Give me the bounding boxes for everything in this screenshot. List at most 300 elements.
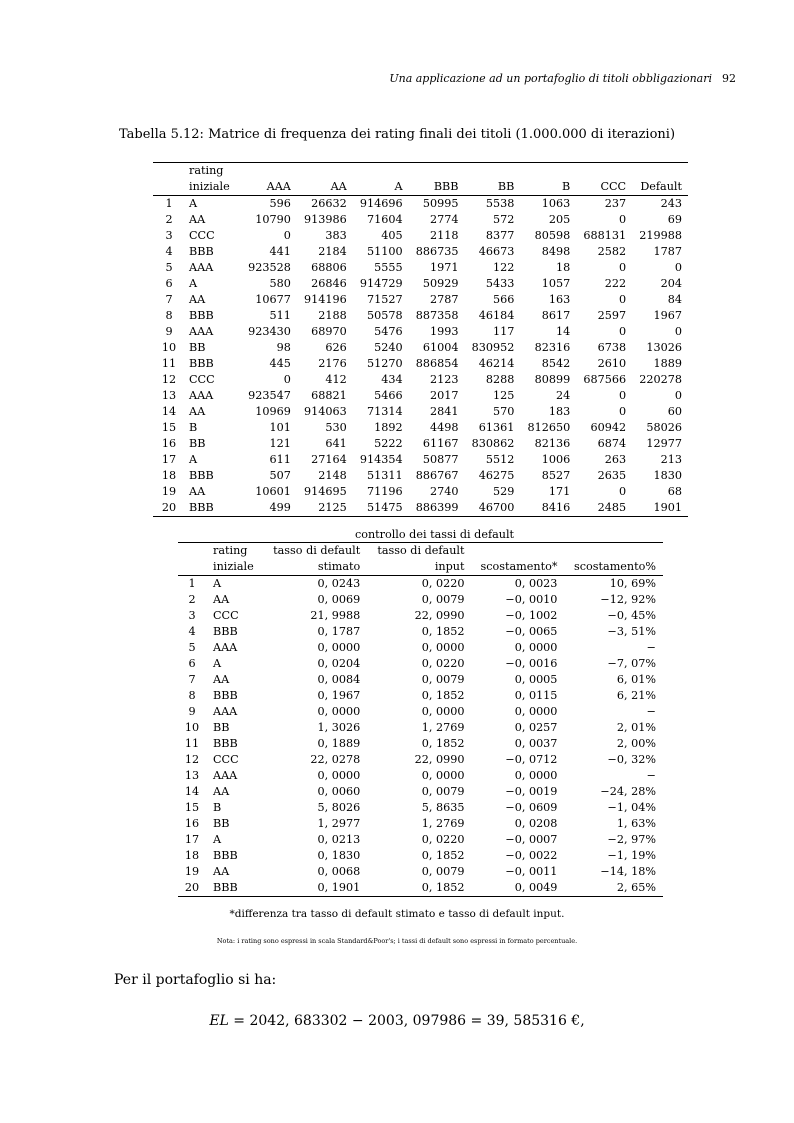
- column-header: B: [520, 179, 576, 196]
- cell-value: 117: [493, 325, 515, 338]
- cell-value: 8377: [485, 229, 515, 242]
- cell-scostamento-pct: −2, 97%: [607, 833, 656, 846]
- cell-value: 913986: [304, 213, 347, 226]
- cell-value: 122: [493, 261, 515, 274]
- cell-input: 0, 1852: [421, 737, 465, 750]
- cell-value: 125: [493, 389, 515, 402]
- cell-value: 2597: [597, 309, 627, 322]
- cell-value: 51475: [367, 501, 403, 514]
- cell-value: 0: [619, 405, 627, 418]
- row-rating: AAA: [213, 705, 238, 718]
- row-number: 19: [184, 865, 200, 878]
- cell-value: 2610: [597, 357, 627, 370]
- cell-value: 0: [283, 229, 291, 242]
- cell-scostamento-pct: −0, 32%: [607, 753, 656, 766]
- cell-value: 219988: [639, 229, 682, 242]
- cell-value: 5512: [485, 453, 515, 466]
- cell-value: 2184: [318, 245, 347, 258]
- row-number: 7: [165, 293, 173, 306]
- cell-value: 923528: [248, 261, 291, 274]
- column-header: BB: [465, 179, 521, 196]
- row-rating: A: [189, 277, 198, 290]
- cell-value: 213: [660, 453, 682, 466]
- column-header: CCC: [576, 179, 632, 196]
- table2-note: Nota: i rating sono espressi in scala Standard&Poor's; i tassi di default sono espressi in formato percentuale.: [216, 937, 578, 945]
- cell-scostamento-pct: −: [646, 769, 656, 782]
- cell-value: 914729: [359, 277, 403, 290]
- cell-value: 812650: [527, 421, 571, 434]
- cell-scostamento-pct: 2, 01%: [616, 721, 656, 734]
- cell-value: 499: [269, 501, 291, 514]
- row-rating: AA: [213, 593, 230, 606]
- row-rating: BBB: [213, 625, 238, 638]
- cell-input: 0, 0079: [421, 865, 465, 878]
- table-row: [153, 436, 688, 452]
- cell-value: 69: [667, 213, 682, 226]
- row-number: 2: [188, 593, 196, 606]
- cell-scostamento: 0, 0000: [514, 641, 558, 654]
- cell-value: 8617: [541, 309, 571, 322]
- row-number: 6: [188, 657, 196, 670]
- row-number: 14: [161, 405, 177, 418]
- cell-value: 5240: [374, 341, 403, 354]
- cell-input: 0, 0220: [421, 577, 465, 590]
- cell-value: 10790: [255, 213, 291, 226]
- cell-input: 22, 0990: [414, 753, 465, 766]
- cell-value: 886854: [415, 357, 459, 370]
- cell-stimato: 0, 0243: [317, 577, 361, 590]
- row-rating: BBB: [189, 469, 214, 482]
- cell-stimato: 0, 0068: [317, 865, 361, 878]
- table2-super-title: controllo dei tassi di default: [206, 528, 663, 543]
- cell-value: 46214: [478, 357, 515, 370]
- cell-input: 0, 1852: [421, 849, 465, 862]
- row-rating: BBB: [206, 880, 263, 897]
- cell-value: 183: [548, 405, 571, 418]
- cell-value: 71196: [367, 485, 403, 498]
- row-rating: BBB: [189, 357, 214, 370]
- cell-value: 8498: [541, 245, 571, 258]
- cell-value: 1967: [653, 309, 682, 322]
- cell-input: 0, 0079: [421, 593, 465, 606]
- cell-stimato: 0, 0000: [317, 769, 361, 782]
- cell-value: 914063: [304, 405, 347, 418]
- cell-scostamento: 0, 0257: [514, 721, 558, 734]
- row-rating: AA: [189, 405, 206, 418]
- cell-value: 46673: [478, 245, 515, 258]
- row-rating: A: [189, 453, 198, 466]
- cell-value: 441: [269, 245, 291, 258]
- cell-scostamento: 0, 0000: [514, 769, 558, 782]
- row-rating: BBB: [189, 501, 214, 514]
- table-row: [178, 800, 663, 816]
- cell-value: 27164: [311, 453, 347, 466]
- cell-value: 61004: [422, 341, 459, 354]
- row-number: 3: [165, 229, 173, 242]
- cell-input: 0, 1852: [421, 625, 465, 638]
- head2-rating-line1: rating: [213, 544, 248, 557]
- cell-scostamento-pct: −7, 07%: [607, 657, 656, 670]
- cell-value: 2582: [597, 245, 627, 258]
- cell-scostamento-pct: 1, 63%: [616, 817, 656, 830]
- cell-value: 101: [269, 421, 291, 434]
- cell-value: 10969: [255, 405, 291, 418]
- row-number: 4: [188, 625, 196, 638]
- row-rating: AA: [213, 673, 230, 686]
- cell-value: 1993: [430, 325, 459, 338]
- cell-value: 5222: [374, 437, 403, 450]
- table-row: [153, 388, 688, 404]
- cell-value: 596: [269, 197, 291, 210]
- cell-value: 886735: [415, 245, 459, 258]
- cell-input: 0, 0220: [421, 657, 465, 670]
- cell-value: 383: [325, 229, 347, 242]
- cell-value: 2774: [430, 213, 459, 226]
- cell-value: 0: [674, 325, 682, 338]
- cell-scostamento: 0, 0037: [514, 737, 558, 750]
- column-header: AA: [297, 179, 353, 196]
- cell-value: 50877: [422, 453, 459, 466]
- row-number: 11: [161, 357, 177, 370]
- cell-stimato: 0, 1967: [317, 689, 361, 702]
- cell-value: 26846: [311, 277, 347, 290]
- row-number: 8: [188, 689, 196, 702]
- cell-value: 688131: [583, 229, 627, 242]
- cell-value: 511: [269, 309, 291, 322]
- cell-value: 0: [619, 325, 627, 338]
- cell-scostamento: −0, 0010: [505, 593, 558, 606]
- cell-scostamento: −0, 0022: [505, 849, 558, 862]
- body-paragraph: Per il portafoglio si ha:: [114, 972, 277, 988]
- cell-stimato: 22, 0278: [310, 753, 361, 766]
- cell-value: 12977: [646, 437, 682, 450]
- table-row: [153, 324, 688, 340]
- cell-value: 886399: [415, 501, 459, 514]
- table-row: [178, 880, 663, 897]
- cell-stimato: 1, 2977: [317, 817, 361, 830]
- cell-value: 405: [381, 229, 403, 242]
- cell-value: 68821: [311, 389, 347, 402]
- cell-value: 50995: [422, 197, 459, 210]
- row-number: 2: [165, 213, 173, 226]
- row-number: 13: [184, 769, 200, 782]
- cell-value: 687566: [583, 373, 627, 386]
- row-rating: AAA: [213, 769, 238, 782]
- cell-value: 2125: [318, 501, 347, 514]
- cell-value: 61361: [478, 421, 515, 434]
- cell-value: 50578: [367, 309, 403, 322]
- row-number: 1: [165, 197, 173, 210]
- cell-value: 914696: [359, 197, 403, 210]
- table-row: [153, 372, 688, 388]
- cell-scostamento-pct: −: [646, 641, 656, 654]
- row-rating: AAA: [213, 641, 238, 654]
- cell-scostamento: 0, 0115: [514, 689, 558, 702]
- table-row: [178, 640, 663, 656]
- row-number: 15: [184, 801, 200, 814]
- table-row: [178, 576, 663, 593]
- row-rating: AAA: [189, 261, 214, 274]
- table1-caption: Tabella 5.12: Matrice di frequenza dei rating finali dei titoli (1.000.000 di iterazioni): [118, 127, 676, 142]
- cell-scostamento-pct: 2, 65%: [564, 880, 663, 897]
- cell-value: 566: [493, 293, 515, 306]
- cell-stimato: 21, 9988: [310, 609, 361, 622]
- cell-scostamento: −0, 0007: [505, 833, 558, 846]
- table-row: [178, 720, 663, 736]
- column-header: A: [353, 179, 409, 196]
- cell-value: 1971: [430, 261, 459, 274]
- row-number: 11: [184, 737, 200, 750]
- table-row: [178, 736, 663, 752]
- table-row: [178, 608, 663, 624]
- table-row: [178, 816, 663, 832]
- row-number: 12: [184, 753, 200, 766]
- table-row: [153, 196, 688, 213]
- head2-scostamento-pct: scostamento%: [564, 559, 663, 576]
- row-number: 17: [184, 833, 200, 846]
- cell-value: 204: [660, 277, 682, 290]
- cell-value: 0: [619, 293, 627, 306]
- cell-value: 171: [548, 485, 571, 498]
- row-number: 17: [161, 453, 177, 466]
- cell-value: 2123: [430, 373, 459, 386]
- row-rating: BB: [213, 721, 230, 734]
- cell-stimato: 0, 1830: [317, 849, 361, 862]
- table-row: [178, 768, 663, 784]
- row-rating: BB: [189, 341, 206, 354]
- cell-value: 1063: [541, 197, 571, 210]
- table-row: [178, 848, 663, 864]
- table-row: [178, 672, 663, 688]
- row-number: 5: [188, 641, 196, 654]
- cell-scostamento-pct: 6, 21%: [616, 689, 656, 702]
- equation-lhs: EL: [209, 1013, 229, 1029]
- row-rating: A: [213, 577, 222, 590]
- row-number: 16: [184, 817, 200, 830]
- table-row: [178, 784, 663, 800]
- table-row: [153, 356, 688, 372]
- cell-value: 2740: [430, 485, 459, 498]
- cell-value: 830952: [471, 341, 515, 354]
- cell-value: 10601: [255, 485, 291, 498]
- cell-scostamento-pct: 2, 00%: [616, 737, 656, 750]
- cell-value: 24: [556, 389, 571, 402]
- cell-scostamento-pct: −0, 45%: [607, 609, 656, 622]
- cell-value: 71314: [367, 405, 403, 418]
- cell-value: 580: [269, 277, 291, 290]
- head2-input-line1: tasso di default: [377, 544, 465, 557]
- row-rating: A: [189, 197, 198, 210]
- cell-stimato: 0, 0060: [317, 785, 361, 798]
- cell-value: 71604: [367, 213, 403, 226]
- table-row: [153, 308, 688, 324]
- table-row: [153, 468, 688, 484]
- cell-value: 8416: [541, 501, 571, 514]
- cell-value: 263: [604, 453, 627, 466]
- cell-value: 163: [548, 293, 571, 306]
- cell-value: 6874: [597, 437, 627, 450]
- row-rating: AAA: [189, 389, 214, 402]
- cell-value: 0: [674, 389, 682, 402]
- cell-stimato: 5, 8026: [317, 801, 361, 814]
- row-rating: BBB: [189, 245, 214, 258]
- cell-stimato: 0, 0000: [317, 641, 361, 654]
- cell-stimato: 0, 0084: [317, 673, 361, 686]
- cell-value: 10677: [255, 293, 291, 306]
- cell-value: 68806: [311, 261, 347, 274]
- cell-value: 68970: [311, 325, 347, 338]
- cell-value: 0: [283, 373, 291, 386]
- table-row: [178, 752, 663, 768]
- cell-value: 2787: [430, 293, 459, 306]
- row-number: 15: [161, 421, 177, 434]
- cell-input: 0, 0000: [421, 705, 465, 718]
- cell-value: 529: [493, 485, 515, 498]
- cell-stimato: 0, 0204: [317, 657, 361, 670]
- row-rating: B: [189, 421, 198, 434]
- head2-stimato-line1: tasso di default: [273, 544, 361, 557]
- running-header: [389, 72, 736, 85]
- cell-value: 60942: [590, 421, 627, 434]
- row-number: 16: [161, 437, 177, 450]
- cell-value: 6738: [597, 341, 627, 354]
- table-row: [178, 864, 663, 880]
- row-number: 18: [161, 469, 177, 482]
- row-number: 14: [184, 785, 200, 798]
- cell-value: 50929: [422, 277, 459, 290]
- table-row: [178, 624, 663, 640]
- cell-value: 914196: [304, 293, 347, 306]
- cell-stimato: 0, 0069: [317, 593, 361, 606]
- cell-value: 18: [556, 261, 571, 274]
- cell-value: 0: [619, 261, 627, 274]
- cell-value: 222: [604, 277, 627, 290]
- row-number: 7: [188, 673, 196, 686]
- cell-value: 434: [381, 373, 403, 386]
- cell-value: 1057: [541, 277, 571, 290]
- default-rate-check-table: [178, 528, 663, 897]
- cell-stimato: 1, 3026: [317, 721, 361, 734]
- row-rating: AAA: [189, 325, 214, 338]
- row-rating: CCC: [213, 609, 239, 622]
- cell-scostamento: −0, 0011: [505, 865, 558, 878]
- cell-scostamento: 0, 0005: [514, 673, 558, 686]
- head-rating-line1: rating: [189, 164, 224, 177]
- cell-value: 13026: [646, 341, 682, 354]
- row-number: 4: [165, 245, 173, 258]
- cell-value: 82316: [534, 341, 571, 354]
- cell-value: 8542: [541, 357, 571, 370]
- row-rating: AA: [189, 485, 206, 498]
- row-rating: CCC: [189, 373, 215, 386]
- cell-value: 923430: [248, 325, 291, 338]
- cell-scostamento: −0, 0016: [505, 657, 558, 670]
- cell-input: 0, 1852: [367, 880, 471, 897]
- column-header: Default: [632, 179, 688, 196]
- cell-scostamento: −0, 0065: [505, 625, 558, 638]
- cell-value: 1787: [653, 245, 682, 258]
- row-rating: A: [213, 657, 222, 670]
- cell-input: 0, 0000: [421, 641, 465, 654]
- cell-stimato: 0, 1787: [317, 625, 361, 638]
- cell-value: 121: [269, 437, 291, 450]
- row-number: 12: [161, 373, 177, 386]
- table-row: [153, 228, 688, 244]
- table2-footnote: *differenza tra tasso di default stimato e tasso di default input.: [229, 908, 565, 920]
- cell-value: 84: [667, 293, 682, 306]
- cell-value: 60: [667, 405, 682, 418]
- cell-scostamento-pct: 10, 69%: [609, 577, 656, 590]
- head2-input-line2: input: [367, 559, 471, 576]
- cell-input: 0, 0220: [421, 833, 465, 846]
- row-rating: CCC: [189, 229, 215, 242]
- cell-value: 2635: [597, 469, 627, 482]
- cell-value: 82136: [534, 437, 571, 450]
- row-number: 1: [188, 577, 196, 590]
- row-number: 13: [161, 389, 177, 402]
- cell-value: 98: [276, 341, 291, 354]
- cell-value: 26632: [311, 197, 347, 210]
- cell-value: 8288: [485, 373, 515, 386]
- table-row: [153, 404, 688, 420]
- table-row: [178, 656, 663, 672]
- row-rating: AA: [213, 865, 230, 878]
- cell-value: 71527: [367, 293, 403, 306]
- cell-value: 2118: [430, 229, 459, 242]
- cell-value: 46275: [478, 469, 515, 482]
- row-number: 20: [161, 501, 177, 514]
- cell-value: 0: [674, 261, 682, 274]
- cell-value: 914354: [359, 453, 403, 466]
- row-rating: AA: [189, 213, 206, 226]
- cell-input: 1, 2769: [421, 721, 465, 734]
- row-rating: A: [213, 833, 222, 846]
- cell-value: 626: [325, 341, 347, 354]
- row-rating: BB: [189, 437, 206, 450]
- cell-scostamento-pct: −1, 04%: [607, 801, 656, 814]
- cell-value: 830862: [471, 437, 515, 450]
- cell-value: 5476: [374, 325, 403, 338]
- row-number: 10: [184, 721, 200, 734]
- cell-value: 1892: [374, 421, 403, 434]
- cell-value: 1889: [653, 357, 682, 370]
- row-rating: CCC: [213, 753, 239, 766]
- row-rating: BBB: [213, 689, 238, 702]
- cell-value: 51311: [367, 469, 403, 482]
- cell-value: 412: [325, 373, 347, 386]
- cell-scostamento: −0, 1002: [505, 609, 558, 622]
- cell-scostamento-pct: −1, 19%: [607, 849, 656, 862]
- cell-value: 886767: [415, 469, 459, 482]
- cell-value: 641: [325, 437, 347, 450]
- cell-value: 923547: [248, 389, 291, 402]
- cell-value: 887358: [415, 309, 459, 322]
- row-rating: BBB: [189, 309, 214, 322]
- cell-value: 237: [604, 197, 627, 210]
- cell-value: 61167: [422, 437, 459, 450]
- cell-scostamento: 0, 0000: [514, 705, 558, 718]
- cell-value: 68: [667, 485, 682, 498]
- cell-value: 2485: [597, 501, 627, 514]
- cell-value: 220278: [639, 373, 682, 386]
- cell-value: 2148: [318, 469, 347, 482]
- cell-value: 914695: [304, 485, 347, 498]
- cell-scostamento-pct: −14, 18%: [600, 865, 656, 878]
- expected-loss-equation: [0, 1013, 794, 1029]
- cell-scostamento: −0, 0712: [505, 753, 558, 766]
- row-rating: B: [213, 801, 222, 814]
- cell-value: 8527: [541, 469, 571, 482]
